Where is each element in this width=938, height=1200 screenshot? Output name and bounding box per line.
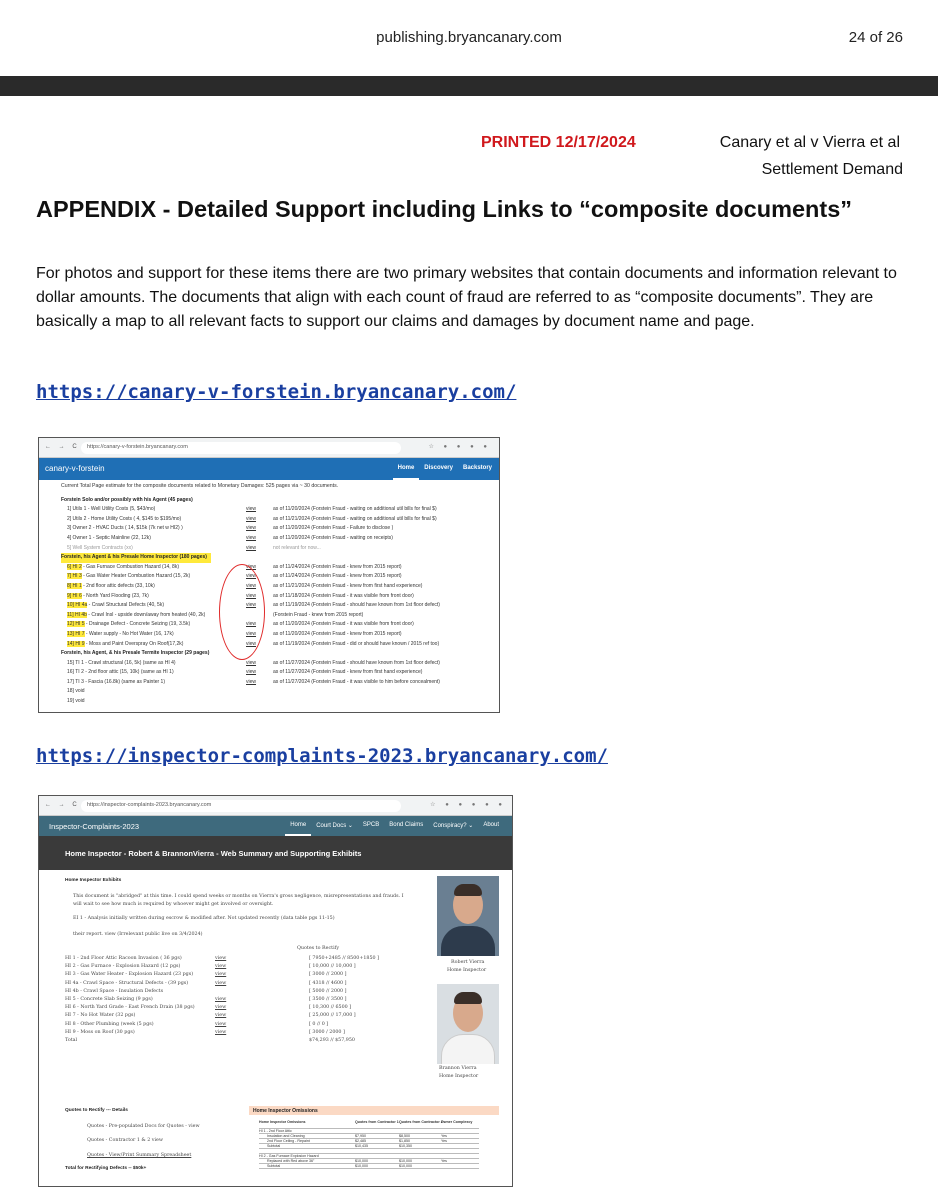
screenshot-canary-v-forstein	[38, 437, 500, 713]
quotes-line-3: Quotes - View/Print Summary Spreadsheet	[87, 1153, 192, 1158]
view-link[interactable]: view	[246, 640, 257, 647]
item-label: 19] void	[67, 698, 85, 705]
omissions-cell: Insulation and Cleaning	[267, 1134, 305, 1138]
row-quote: [ 0 // 0 ]	[309, 1021, 329, 1027]
quotes-total: Total for Rectifying Defects -- $50k+	[65, 1166, 147, 1171]
omissions-cell: HI 1 - 2nd Floor Attic	[259, 1129, 292, 1133]
list-item	[61, 630, 499, 640]
item-label: 15] TI 1 - Crawl structural (16, 5k) (same as HI 4)	[67, 659, 176, 666]
view-link[interactable]: view	[215, 1029, 227, 1035]
address-bar: https://inspector-complaints-2023.bryancanary.com	[81, 800, 401, 812]
view-link[interactable]: view	[246, 582, 257, 589]
item-tag: 9] HI 6	[67, 592, 82, 599]
view-link[interactable]: view	[215, 980, 227, 986]
omissions-cell: $1,850	[399, 1139, 410, 1143]
item-label	[67, 572, 190, 582]
list-item	[61, 640, 499, 650]
row-quote: [ 10,000 // 10,000 ]	[309, 964, 356, 970]
site-brand: canary-v-forstein	[45, 464, 105, 473]
menu-backstory: Backstory	[462, 465, 492, 471]
omissions-col-header: Quotes from Contractor 2	[399, 1120, 443, 1124]
omissions-cell: 2nd Floor Ceiling - Repaint	[267, 1139, 310, 1143]
omissions-cell: $7,950	[355, 1134, 366, 1138]
case-title: Canary et al v Vierra et al	[719, 134, 900, 151]
row-name: HI 4a - Crawl Space - Structural Defects - (39 pgs)	[65, 980, 189, 986]
row-quote: $74,293 // $57,950	[309, 1038, 355, 1043]
omissions-title: Home Inspector Omissions	[249, 1106, 499, 1115]
person1-role: Home Inspector	[447, 968, 487, 973]
photo-robert-vierra	[437, 876, 499, 956]
page-banner	[39, 836, 512, 870]
view-link[interactable]: view	[246, 506, 257, 513]
row-name: HI 1 - 2nd Floor Attic Racoon Invasion ( 36 pgs)	[65, 956, 182, 961]
site-body	[39, 870, 513, 1187]
omissions-cell: HI 2 - Gas Furnace Explosion Hazard	[259, 1154, 319, 1158]
list-item	[61, 668, 499, 678]
view-link[interactable]: view	[215, 997, 227, 1002]
row-quote: [ 4318 // 4600 ]	[309, 980, 347, 986]
item-title: - Crawl Structural Defects (40, 5k)	[87, 602, 164, 609]
table-row	[65, 997, 395, 1004]
omissions-cell: $10,350	[399, 1144, 412, 1148]
group-heading: Forstein Solo and/or possibly with his Agent (45 pages)	[61, 496, 193, 503]
row-name: HI 5 - Concrete Slab Seizing (9 pgs)	[65, 997, 153, 1002]
menu-discovery: Discovery	[424, 465, 453, 471]
omissions-cell: $8,500	[399, 1134, 410, 1138]
view-link[interactable]: view	[215, 964, 227, 970]
table-row	[65, 989, 395, 996]
item-label	[67, 620, 190, 630]
item-title: - North Yard Flooding (23, 7k)	[81, 592, 149, 599]
view-link[interactable]: view	[215, 1013, 227, 1019]
item-note: not relevant for now...	[273, 544, 321, 551]
table-row	[65, 981, 395, 988]
group-heading: Forstein, his Agent, & his Presale Termite Inspector (29 pages)	[61, 650, 210, 657]
list-item	[61, 534, 499, 544]
item-note: as of 11/27/2024 (Forstein Fraud - knew from first hand experience)	[273, 669, 423, 676]
item-note: as of 11/20/2024 (Forstein Fraud - Failure to disclose )	[273, 525, 394, 532]
item-note: as of 11/19/2024 (Forstein Fraud - did or should have known / 2015 ref too)	[273, 640, 440, 647]
table-row	[65, 1022, 395, 1029]
view-link[interactable]: view	[246, 630, 257, 637]
screenshot-inspector-complaints	[38, 795, 513, 1187]
group-heading-highlighted: Forstein, his Agent & his Presale Home Inspector (180 pages)	[61, 553, 211, 563]
extension-icons: ☆ ● ● ● ●	[428, 444, 491, 450]
site-navbar	[39, 816, 512, 836]
table-row	[65, 972, 395, 979]
row-name: HI 7 - No Hot Water (32 pgs)	[65, 1013, 136, 1019]
item-note: as of 11/20/2024 (Forstein Fraud - waiting on receipts)	[273, 534, 393, 541]
site-navbar	[39, 458, 499, 480]
item-tag: 14] HI 9	[67, 640, 85, 647]
omissions-cell: $10,000	[355, 1164, 368, 1168]
view-link[interactable]: view	[246, 534, 257, 541]
item-title: - Gas Water Heater Combustion Hazard (15, 2k)	[81, 573, 191, 580]
row-quote: [ 3000 / 2000 ]	[309, 1029, 345, 1035]
site-menu	[285, 816, 504, 836]
item-label	[67, 640, 183, 650]
view-link[interactable]: view	[246, 659, 257, 666]
browser-nav-icons: ← → C	[45, 802, 80, 808]
ei1-line: EI 1 - Analysis initially written during escrow & modified after. Not updated recently (data table pgs 11-15)	[73, 916, 335, 921]
list-item	[61, 505, 499, 515]
banner-title: Home Inspector - Robert & BrannonVierra - Web Summary and Supporting Exhibits	[65, 849, 362, 858]
list-item	[61, 659, 499, 669]
list-item	[61, 524, 499, 534]
row-quote: [ 7950+2485 // 8500+1850 ]	[309, 956, 379, 961]
item-note: as of 11/21/2024 (Forstein Fraud - knew from first hand experience)	[273, 582, 423, 589]
browser-nav-icons: ← → C	[45, 444, 80, 450]
printed-date: PRINTED 12/17/2024	[481, 134, 636, 151]
omissions-header-row	[259, 1120, 479, 1129]
omissions-cell: Replaced with Red above 36"	[267, 1159, 315, 1163]
site-brand: Inspector-Complaints-2023	[49, 822, 140, 831]
item-tag: 6] HI 2	[67, 563, 82, 570]
list-item	[61, 592, 499, 602]
list-item	[61, 515, 499, 525]
view-link[interactable]: view	[246, 602, 257, 609]
menu-bond-claims: Bond Claims	[389, 822, 424, 828]
quotes-line-1: Quotes - Pre-populated Docs for Quotes - view	[87, 1124, 200, 1129]
item-title: - 2nd floor attic defects (33, 10k)	[81, 582, 155, 589]
item-label: 5] Well System Contracts (xx)	[67, 544, 133, 551]
item-tag: 7] HI 3	[67, 573, 82, 580]
person2-name: Brannon Vierra	[439, 1066, 477, 1071]
item-tag: 12] HI 5	[67, 621, 85, 628]
omissions-table	[249, 1106, 499, 1187]
source-url: publishing.bryancanary.com	[376, 29, 562, 46]
item-title: - Gas Furnace Combustion Hazard (14, 8k)	[81, 563, 179, 570]
page-header	[0, 0, 938, 76]
view-link[interactable]: view	[246, 678, 257, 685]
row-quote: [ 3500 // 3500 ]	[309, 997, 347, 1002]
view-link[interactable]: view	[215, 1021, 227, 1027]
item-label	[67, 592, 149, 602]
view-link[interactable]: view	[246, 573, 257, 580]
item-note: as of 11/27/2024 (Forstein Fraud - it was visible to him before concealment)	[273, 678, 440, 685]
intro-line-2: will wait to see how much is required by whoever might get involved or oversight.	[73, 902, 274, 907]
appendix-heading: APPENDIX - Detailed Support including Links to “composite documents”	[36, 196, 853, 222]
item-note: as of 11/27/2024 (Forstein Fraud - should have known from 1st floor defect)	[273, 659, 440, 666]
list-item	[61, 687, 499, 697]
view-link[interactable]: view	[215, 972, 227, 978]
quotes-header: Quotes to Rectify	[297, 946, 340, 951]
row-quote: [ 5000 // 2000 ]	[309, 988, 347, 994]
item-label	[67, 582, 155, 592]
address-bar: https://canary-v-forstein.bryancanary.com	[81, 442, 401, 454]
menu-home: Home	[285, 816, 311, 836]
page-indicator: 24 of 26	[848, 29, 903, 46]
omissions-col-header: Home Inspector Omissions	[259, 1120, 306, 1124]
view-link[interactable]: view	[246, 544, 257, 551]
item-note: as of 11/21/2024 (Forstein Fraud - waiting on additional util bills for final $)	[273, 515, 437, 522]
omissions-cell: $10,000	[399, 1164, 412, 1168]
menu-conspiracy: Conspiracy? ⌄	[433, 823, 474, 829]
table-row	[65, 956, 395, 963]
row-name: HI 9 - Moss on Roof (30 pgs)	[65, 1029, 135, 1035]
row-quote: [ 25,000 // 17,000 ]	[309, 1013, 356, 1019]
table-row	[65, 964, 395, 971]
link-inspector-complaints[interactable]: https://inspector-complaints-2023.bryancanary.com/	[36, 745, 608, 767]
item-tag: 8] HI 1	[67, 582, 82, 589]
site-menu	[393, 458, 497, 480]
omissions-grid	[259, 1120, 479, 1169]
item-note: as of 11/20/2024 (Forstein Fraud - waiting on additional util bills for final $)	[273, 506, 437, 513]
item-title: - Crawl Insl - upside down/away from heated (40, 2k)	[86, 611, 206, 618]
view-link[interactable]: view	[246, 525, 257, 532]
view-link[interactable]: view	[246, 515, 257, 522]
view-link[interactable]: view	[246, 563, 257, 570]
list-item	[61, 572, 499, 582]
quotes-line-2: Quotes - Contractor 1 & 2 view	[87, 1138, 163, 1143]
menu-court-docs: Court Docs ⌄	[316, 823, 353, 829]
item-tag: 11] HI 4b	[67, 611, 87, 618]
row-name: HI 4b - Crawl Space - Insulation Defects	[65, 988, 164, 994]
browser-chrome	[39, 438, 499, 458]
item-tag: 13] HI 7	[67, 630, 85, 637]
item-title: - Moss and Paint Overspray On Roof(17,2k)	[84, 640, 184, 647]
view-link[interactable]: view	[215, 1005, 227, 1011]
row-quote: [ 10,300 // 6500 ]	[309, 1005, 352, 1011]
item-label: 1] Utils 1 - Well Utility Costs (5, $43/mo)	[67, 506, 156, 513]
item-note: as of 11/18/2024 (Forstein Fraud - it was visible from front door)	[273, 592, 414, 599]
row-quote: [ 3000 // 2000 ]	[309, 972, 347, 978]
omissions-row	[259, 1164, 479, 1169]
item-label	[67, 563, 179, 573]
item-label: 3] Owner 2 - HVAC Ducts ( 14, $15k (7k net w HI2) )	[67, 525, 183, 532]
list-item	[61, 620, 499, 630]
omissions-col-header: Owner Complexcy	[441, 1120, 473, 1124]
intro-paragraph: For photos and support for these items there are two primary websites that contain documents and information relevant to dollar amounts. The documents that align with each count of fraud are referred to as “composite documents”. They are basically a map to all relevant facts to support our claims and damages by document name and page.	[36, 265, 897, 330]
person2-role: Home Inspector	[439, 1074, 479, 1079]
row-name: HI 6 - North Yard Grade - East French Drain (38 pgs)	[65, 1005, 195, 1011]
omissions-cell: Yes	[441, 1139, 447, 1143]
view-link[interactable]: view	[246, 669, 257, 676]
item-tag: 10] HI 4a	[67, 602, 88, 609]
omissions-cell: Subtotal	[267, 1164, 281, 1168]
omissions-cell: Subtotal	[267, 1144, 281, 1148]
view-link[interactable]: view	[215, 956, 227, 961]
item-note: as of 11/24/2024 (Forstein Fraud - knew from 2015 report)	[273, 563, 402, 570]
omissions-col-header: Quotes from Contractor 1	[355, 1120, 399, 1124]
person1-name: Robert Vierra	[451, 960, 485, 965]
list-item	[61, 563, 499, 573]
item-label	[67, 630, 174, 640]
item-label: 2] Utils 2 - Home Utility Costs ( 4, $145 to $195/mo)	[67, 515, 182, 522]
table-row	[65, 1013, 395, 1020]
case-subtitle: Settlement Demand	[761, 161, 903, 178]
their-report-line: their report. view (Irrelevant public live on 3/4/2024)	[73, 932, 203, 937]
omissions-cell: $10,000	[355, 1159, 368, 1163]
browser-chrome	[39, 796, 512, 816]
table-row	[65, 1005, 395, 1012]
menu-home: Home	[393, 458, 420, 480]
row-name: HI 3 - Gas Water Heater - Explosion Hazard (23 pgs)	[65, 972, 194, 978]
item-note: (Forstein Fraud - knew from 2015 report)	[273, 611, 364, 618]
red-annotation-oval	[219, 564, 265, 660]
view-link[interactable]: view	[246, 621, 257, 628]
table-row	[65, 1038, 395, 1045]
header-divider-band	[0, 76, 938, 96]
item-note: as of 11/19/2024 (Forstein Fraud - should have known from 1st floor defect)	[273, 602, 440, 609]
exhibits-title: Home Inspector Exhibits	[65, 878, 122, 883]
row-name: Total	[65, 1038, 78, 1043]
omissions-cell: $2,485	[355, 1139, 366, 1143]
item-label	[67, 601, 164, 611]
row-name: HI 2 - Gas Furnace - Explosion Hazard (12 pgs)	[65, 964, 181, 970]
total-estimate: Current Total Page estimate for the composite documents related to Monetary Damages: 525 pages via ~ 30 documents.	[61, 483, 339, 489]
omissions-cell: Yes	[441, 1134, 447, 1138]
link-canary-v-forstein[interactable]: https://canary-v-forstein.bryancanary.com/	[36, 381, 517, 403]
omissions-cell: Yes	[441, 1159, 447, 1163]
row-name: HI 8 - Other Plumbing (week (5 pgs)	[65, 1021, 154, 1027]
list-item	[61, 697, 499, 707]
extension-icons: ☆ ● ● ● ● ●	[430, 802, 506, 808]
site-content	[39, 480, 499, 707]
item-label	[67, 611, 205, 621]
item-label: 18] void	[67, 688, 85, 695]
photo-brannon-vierra	[437, 984, 499, 1064]
list-item	[61, 611, 499, 621]
item-label: 17] TI 3 - Fascia (16.8k) (same as Painter 1)	[67, 678, 166, 685]
item-note: as of 11/20/2024 (Forstein Fraud - it was visible from front door)	[273, 621, 414, 628]
item-label: 4] Owner 1 - Septic Mainline (22, 12k)	[67, 534, 151, 541]
list-item	[61, 544, 499, 554]
quotes-details-title: Quotes to Rectify --- Details	[65, 1108, 128, 1113]
omissions-cell: $10,000	[399, 1159, 412, 1163]
item-title: - Drainage Defect - Concrete Seizing (19, 3.5k)	[84, 621, 191, 628]
item-note: as of 11/24/2024 (Forstein Fraud - knew from 2015 report)	[273, 573, 402, 580]
menu-spcb: SPCB	[362, 822, 380, 828]
intro-line-1: This document is "abridged" at this time. I could spend weeks or months on Vierra's gross negligence, misrepresentations and frauds. I	[73, 894, 404, 899]
view-link[interactable]: view	[246, 592, 257, 599]
omissions-cell: $10,435	[355, 1144, 368, 1148]
list-item	[61, 678, 499, 688]
list-item	[61, 601, 499, 611]
list-item	[61, 582, 499, 592]
table-row	[65, 1030, 395, 1037]
menu-about: About	[483, 822, 499, 828]
item-note: as of 11/20/2024 (Forstein Fraud - knew from 2015 report)	[273, 630, 402, 637]
item-label: 16] TI 2 - 2nd floor attic (15, 10k) (same as HI 1)	[67, 669, 174, 676]
item-title: - Water supply - No Hot Water (16, 17k)	[84, 630, 174, 637]
